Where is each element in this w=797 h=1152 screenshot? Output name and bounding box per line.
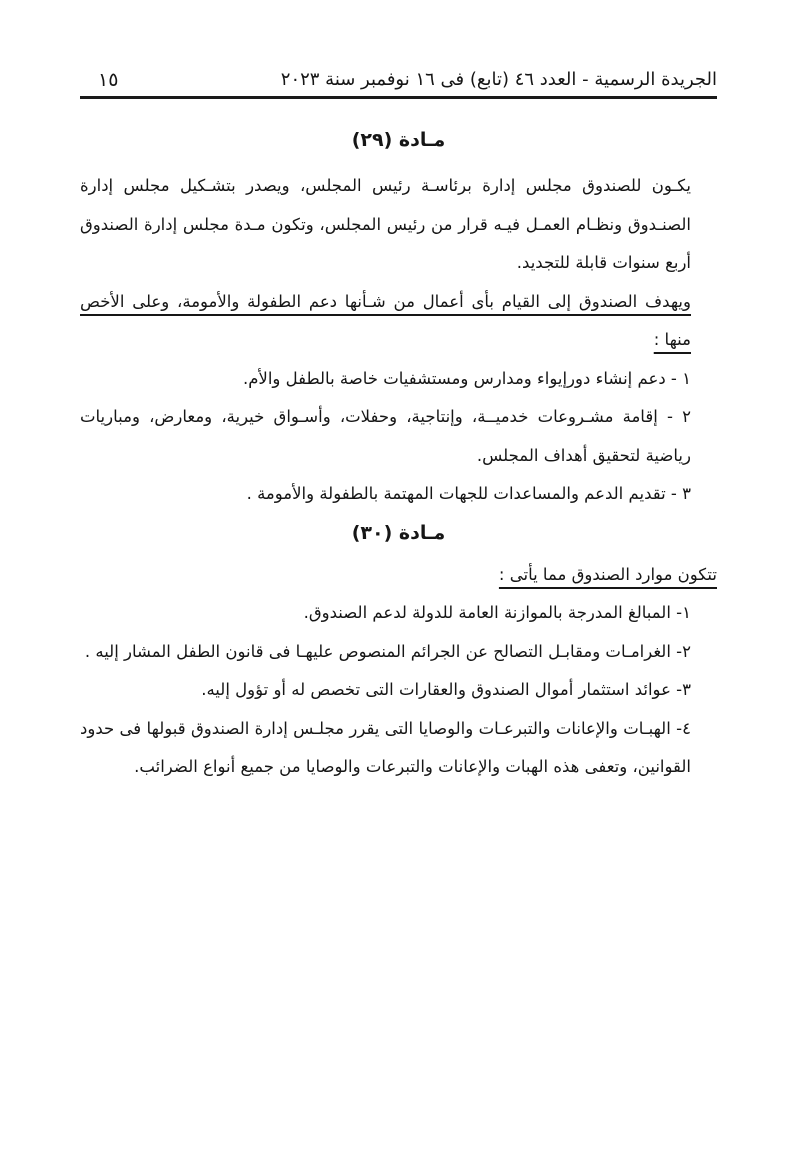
article-29-paragraph-goals [80,283,717,360]
page-header [80,60,717,99]
article-30-item-3: ٣- عوائد استثمار أموال الصندوق والعقارات التى تخصص له أو تؤول إليه. [201,680,691,699]
page-number: ١٥ [98,69,119,91]
gazette-issue-title: الجريدة الرسمية - العدد ٤٦ (تابع) فى ١٦ نوفمبر سنة ٢٠٢٣ [280,69,717,90]
article-29-item-3: ٣ - تقديم الدعم والمساعدات للجهات المهتمة بالطفولة والأمومة . [246,484,691,503]
article-30-item-2: ٢- الغرامـات ومقابـل التصالح عن الجرائم المنصوص عليهـا فى قانون الطفل المشار إليه . [84,641,691,661]
gazette-page [80,60,717,787]
article-29-heading: مـادة (٢٩) [351,129,446,151]
article-30-intro [80,556,717,595]
article-29-item-2: ٢ - إقامة مشـروعات خدميــة، وإنتاجية، وحفلات، وأسـواق خيرية، ومعارض، ومباريات رياضية لتحقيق أهداف المجلس. [80,407,691,465]
article-30-item-4: ٤- الهبـات والإعانات والتبرعـات والوصايا التى يقرر مجلـس إدارة الصندوق قبولها فى حدود القوانين، وتعفى هذه الهبات والإعانات والتبرعات والوصايا من جميع أنواع الضرائب. [80,718,691,776]
article-30-intro-text: تتكون موارد الصندوق مما يأتى : [498,564,717,584]
article-30-item-1: ١- المبالغ المدرجة بالموازنة العامة للدولة لدعم الصندوق. [303,603,691,622]
article-29-goals-text: ويهدف الصندوق إلى القيام بأى أعمال من شـأنها دعم الطفولة والأمومة، وعلى الأخص منها : [80,291,691,349]
article-30-heading: مـادة (٣٠) [351,521,446,544]
article-29-paragraph-board: يكـون للصندوق مجلس إدارة برئاسـة رئيس المجلس، ويصدر بتشـكيل مجلس إدارة الصنـدوق ونظـام العمـل فيـه قرار من رئيس المجلس، وتكون مـدة مجلس إدارة الصندوق أربع سنوات قابلة للتجديد. [80,176,691,272]
article-29-item-1: ١ - دعم إنشاء دورإيواء ومدارس ومستشفيات خاصة بالطفل والأم. [242,368,691,388]
